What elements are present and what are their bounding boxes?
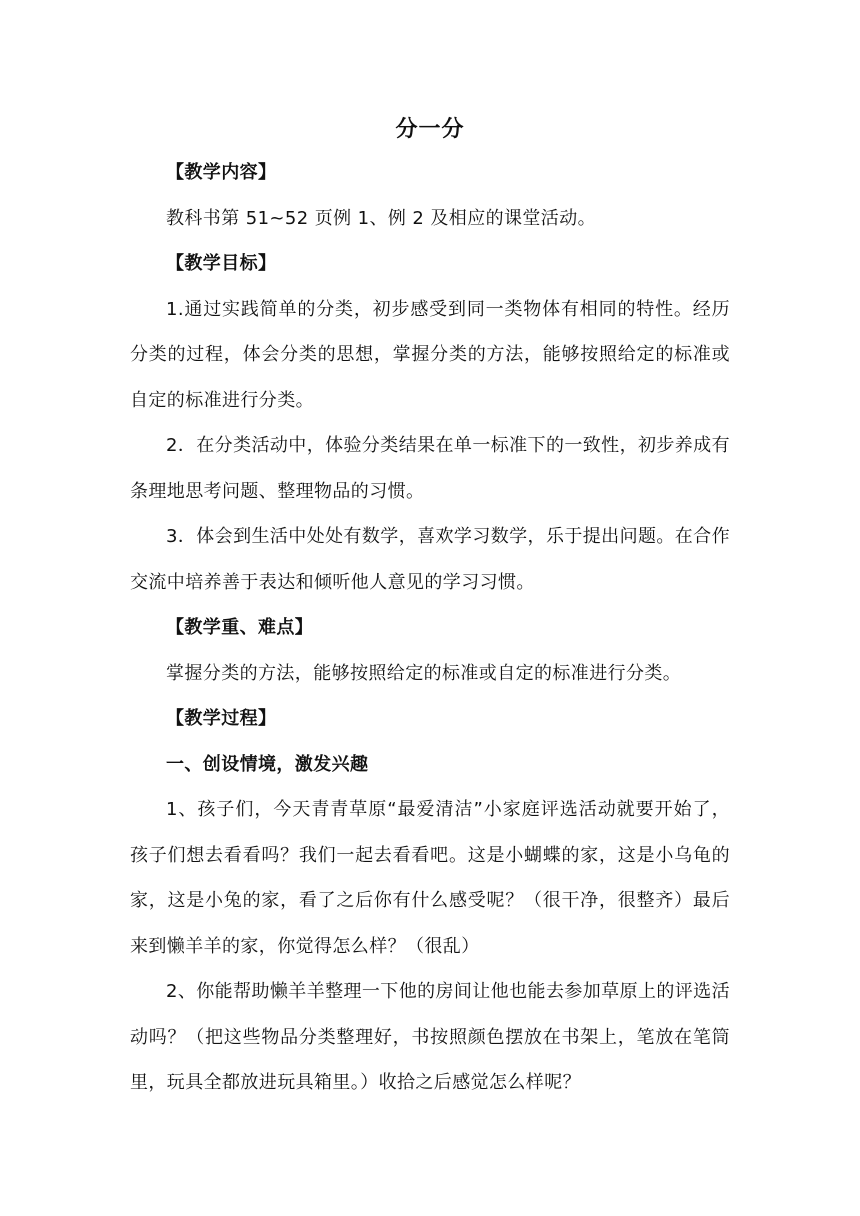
paragraph-goal-2: 2．在分类活动中，体验分类结果在单一标准下的一致性，初步养成有条理地思考问题、整理物品的习惯。 [130,435,730,502]
paragraph-key-points: 掌握分类的方法，能够按照给定的标准或自定的标准进行分类。 [166,662,682,684]
paragraph-goal-3: 3．体会到生活中处处有数学，喜欢学习数学，乐于提出问题。在合作交流中培养善于表达和倾听他人意见的学习习惯。 [130,526,730,593]
paragraph-process-1: 1、孩子们，今天青青草原“最爱清洁”小家庭评选活动就要开始了，孩子们想去看看吗？我们一起去看看吧。这是小蝴蝶的家，这是小乌龟的家，这是小兔的家，看了之后你有什么感受呢？（很干净，很整齐）最后来到懒羊羊的家，你觉得怎么样？（很乱） [130,799,730,957]
section-heading-key-points: 【教学重、难点】 [166,617,314,638]
document-body [130,150,730,1106]
section-heading-content: 【教学内容】 [166,162,277,183]
document-title: 分一分 [395,117,465,142]
section-heading-goals: 【教学目标】 [166,253,277,274]
paragraph-content: 教科书第 51~52 页例 1、例 2 及相应的课堂活动。 [166,207,597,229]
paragraph-goal-1: 1.通过实践简单的分类，初步感受到同一类物体有相同的特性。经历分类的过程，体会分类的思想，掌握分类的方法，能够按照给定的标准或自定的标准进行分类。 [130,298,730,411]
paragraph-process-2: 2、你能帮助懒羊羊整理一下他的房间让他也能去参加草原上的评选活动吗？（把这些物品分类整理好，书按照颜色摆放在书架上，笔放在笔筒里，玩具全都放进玩具箱里。）收拾之后感觉怎么样呢？ [130,981,730,1093]
subheading-situation: 一、创设情境，激发兴趣 [166,753,369,775]
section-heading-process: 【教学过程】 [166,708,277,729]
